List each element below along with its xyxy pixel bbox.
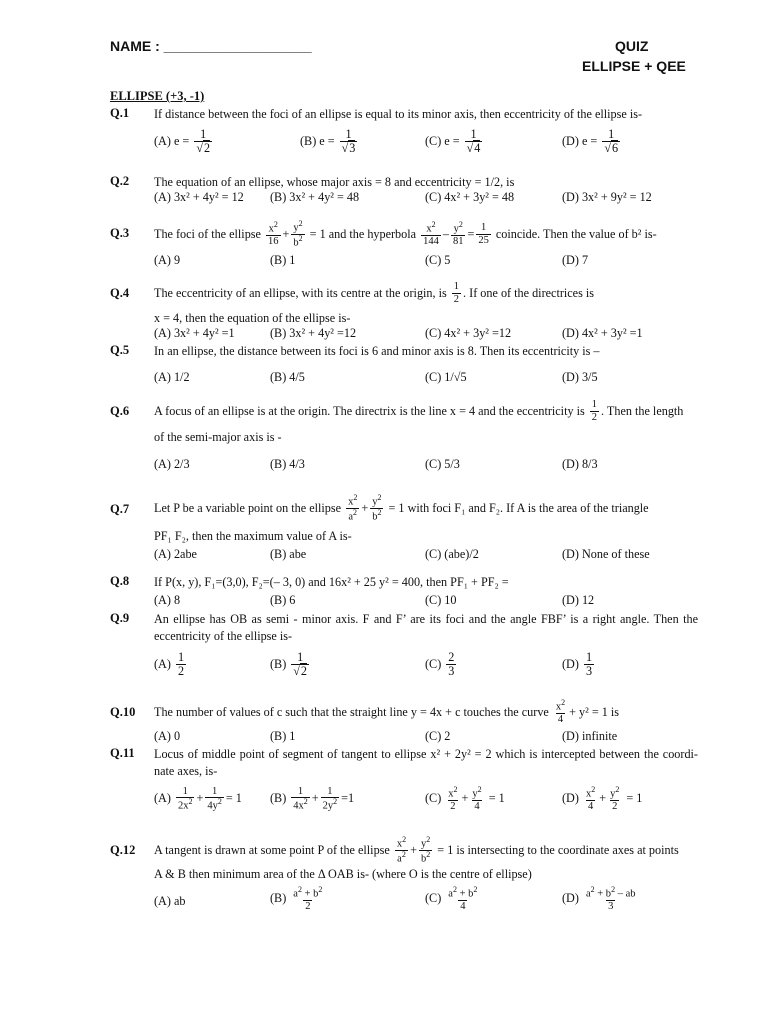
question-text-part: A focus of an ellipse is at the origin. The directrix is the line x = 4 and the eccentricity is: [154, 403, 585, 418]
option-label: (B): [270, 791, 287, 806]
question-text: An ellipse has OB as semi - minor axis. F and F’ are its foci and the angle FBF’ is a right angle. Then the eccentricity of the ellipse is-: [154, 612, 698, 643]
question-text-part: Let P be a variable point on the ellipse: [154, 500, 342, 515]
option-a: (A) ab: [154, 894, 186, 908]
option-d: (D) 8/3: [562, 457, 598, 471]
question-text: If P(x, y), F₁=(3,0), F₂=(– 3, 0) and 16x² + 25 y² = 400, then PF₁ + PF₂ =: [154, 575, 509, 589]
question-text-part: . Then the length: [601, 403, 684, 418]
option-c: (C) 2 3: [425, 650, 455, 678]
question-text-part: The number of values of c such that the straight line y = 4x + c touches the curve: [154, 704, 549, 719]
option-d: (D) 1 3: [562, 650, 593, 678]
option-d: (D) infinite: [562, 729, 618, 743]
option-b: (B) 4/3: [270, 457, 305, 471]
option-a: (A) 1/2: [154, 370, 190, 384]
option-label: (D): [562, 891, 579, 906]
option-b: (B) 3x² + 4y² = 48: [270, 190, 360, 204]
option-c: (C) $x^2$ 2 + $y^2$ 4 = 1: [425, 785, 505, 812]
question-text: Let P be a variable point on the ellipse $x^2$ $a^2$ + $\frac{y^2}{b^2}$ = 1 with foci F₁ and F₂. If A is the area of the triangle: [154, 492, 649, 522]
option-b: (B) 1 √2: [270, 650, 307, 678]
option-a: (A) 0: [154, 729, 181, 743]
question-text: The number of values of c such that the straight line y = 4x + c touches the curve $x^2$ 4 + y² = 1 is: [154, 698, 620, 725]
option-d: (D) e = 1 √6: [562, 127, 619, 155]
question-text: The equation of an ellipse, whose major axis = 8 and eccentricity = 1/2, is: [154, 175, 515, 189]
option-a: (A) 3x² + 4y² = 12: [154, 190, 244, 204]
option-c: (C) e = 1 √4: [425, 127, 481, 155]
question-text-part: coincide. Then the value of b² is-: [495, 226, 657, 241]
question-number: Q.10: [110, 705, 136, 719]
option-b: (B) 4/5: [270, 370, 305, 384]
option-a: (A) 2abe: [154, 547, 197, 561]
option-label: (A): [154, 791, 171, 806]
option-c: (C) 1/√5: [425, 370, 467, 384]
question-text-part: = 1 is intersecting to the coordinate axes at points: [437, 842, 679, 857]
question-number: Q.4: [110, 286, 130, 300]
question-text-part: = 1 and the hyperbola: [309, 226, 417, 241]
question-number: Q.12: [110, 843, 136, 857]
question-number: Q.1: [110, 106, 130, 120]
question-text: A focus of an ellipse is at the origin. The directrix is the line x = 4 and the eccentricity is 1 2 . Then the length: [154, 399, 684, 423]
question-text-cont: A & B then minimum area of the Δ OAB is- (where O is the centre of ellipse): [154, 867, 532, 881]
question-text-cont: of the semi-major axis is -: [154, 430, 282, 444]
question-text: If distance between the foci of an ellipse is equal to its minor axis, then eccentricity of the ellipse is-: [154, 107, 643, 121]
question-number: Q.11: [110, 746, 135, 760]
section-heading: ELLIPSE (+3, -1): [110, 89, 205, 103]
option-a: (A) 2/3: [154, 457, 190, 471]
question-number: Q.6: [110, 404, 130, 418]
question-text-cont: x = 4, then the equation of the ellipse is-: [154, 311, 351, 325]
question-number: Q.3: [110, 226, 130, 240]
option-d: (D) $a^2 + b^2$ – ab 3: [562, 885, 636, 912]
option-c: (C) $a^2 + b^2$ 4: [425, 885, 478, 912]
option-c: (C) 5/3: [425, 457, 460, 471]
question-text-cont: PF₁ F₂, then the maximum value of A is-: [154, 529, 352, 543]
question-text-part: + y² = 1 is: [569, 704, 620, 719]
question-text-part: The eccentricity of an ellipse, with its centre at the origin, is: [154, 285, 447, 300]
question-text: The eccentricity of an ellipse, with its centre at the origin, is 1 2 . If one of the directrices is: [154, 281, 595, 305]
option-c: (C) 4x² + 3y² = 48: [425, 190, 515, 204]
option-b: (B) 6: [270, 593, 296, 607]
option-label: (D): [562, 791, 579, 806]
question-text-part: . If one of the directrices is: [463, 285, 595, 300]
option-d: (D) None of these: [562, 547, 650, 561]
question-number: Q.2: [110, 174, 130, 188]
option-d: (D) 7: [562, 253, 589, 267]
option-d: (D) 3/5: [562, 370, 598, 384]
option-b: (B) 3x² + 4y² =12: [270, 326, 357, 340]
option-b: (B) 1: [270, 253, 296, 267]
option-a: (A) 3x² + 4y² =1: [154, 326, 235, 340]
option-b: (B) 1 $4x^2$ + 1 $2y^2$ =1: [270, 786, 355, 812]
option-c: (C) 2: [425, 729, 451, 743]
question-text-part: A tangent is drawn at some point P of the ellipse: [154, 842, 390, 857]
option-b: (B) e = 1 √3: [300, 127, 356, 155]
question-text: The foci of the ellipse $x^2$ 16 + $\frac{y^2}{b^2}$ = 1 and the hyperbola $x^2$ 144 – $y^2$ 81 = 1 25 coincide. Then the value of b² is-: [154, 218, 657, 248]
question-text: In an ellipse, the distance between its foci is 6 and minor axis is 8. Then its eccentricity is –: [154, 344, 600, 358]
option-c: (C) (abe)/2: [425, 547, 479, 561]
option-row: [0, 128, 768, 168]
option-d: (D) $x^2$ 4 + $y^2$ 2 = 1: [562, 785, 643, 812]
option-a: (A) 1 2: [154, 650, 185, 678]
option-label: (C): [425, 891, 442, 906]
question-text-part: = 1 with foci F₁ and F₂. If A is the area of the triangle: [388, 500, 649, 515]
option-a: (A) 9: [154, 253, 181, 267]
question-number: Q.5: [110, 343, 130, 357]
option-c: (C) 10: [425, 593, 457, 607]
option-c: (C) 5: [425, 253, 451, 267]
question-text: A tangent is drawn at some point P of the ellipse $x^2$ $a^2$ + $\frac{y^2}{b^2}$ = 1 is intersecting to the coordinate axes at points: [154, 834, 679, 864]
option-d: (D) 4x² + 3y² =1: [562, 326, 643, 340]
question-text: Locus of middle point of segment of tangent to ellipse x² + 2y² = 2 which is intercepted between the coordi-nate axes, is-: [154, 747, 698, 778]
quiz-title: QUIZ: [615, 38, 649, 54]
option-a: (A) 8: [154, 593, 181, 607]
option-b: (B) $a^2 + b^2$ 2: [270, 885, 323, 912]
option-d: (D) 12: [562, 593, 595, 607]
name-field-label: NAME : ___________________: [110, 38, 312, 54]
question-number: Q.7: [110, 502, 130, 516]
option-a: (A) 1 $2x^2$ + 1 $4y^2$ = 1: [154, 786, 242, 812]
option-label: (C): [425, 791, 442, 806]
question-number: Q.8: [110, 574, 130, 588]
option-c: (C) 4x² + 3y² =12: [425, 326, 512, 340]
option-a: (A) e = 1 √2: [154, 127, 211, 155]
option-b: (B) 1: [270, 729, 296, 743]
question-text-part: The foci of the ellipse: [154, 226, 261, 241]
option-d: (D) 3x² + 9y² = 12: [562, 190, 652, 204]
option-label: (B): [270, 891, 287, 906]
question-number: Q.9: [110, 611, 130, 625]
option-b: (B) abe: [270, 547, 307, 561]
quiz-subtitle: ELLIPSE + QEE: [582, 58, 686, 74]
